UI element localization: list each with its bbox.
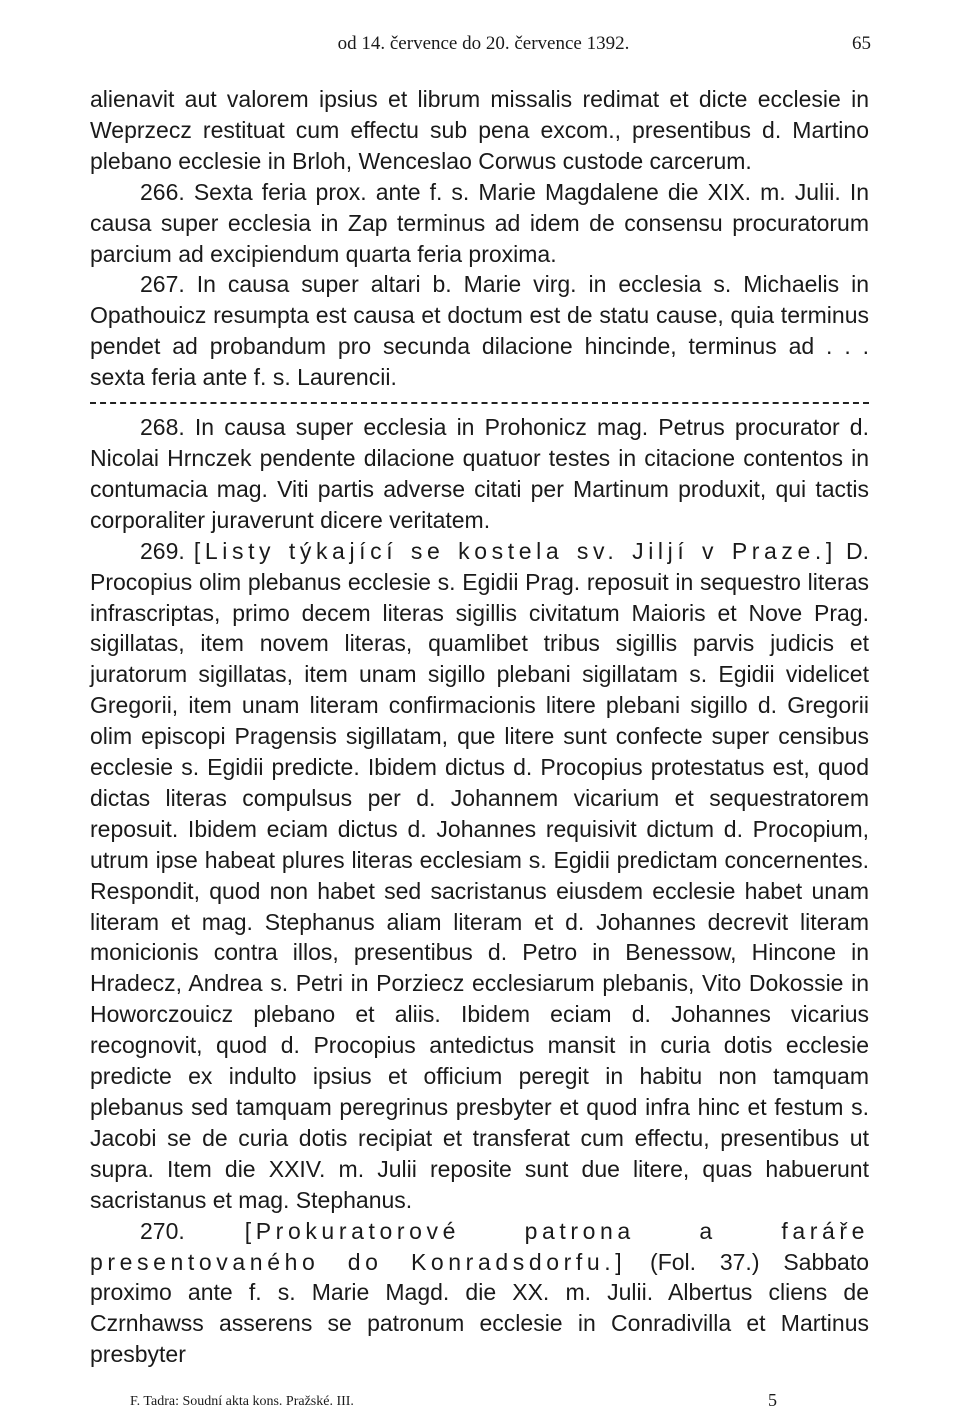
entry-heading: [Prokuratorové patrona a faráře presentovaného do Konradsdorfu.] — [90, 1217, 870, 1275]
entry-text: In causa super ecclesia in Prohonicz mag. Petrus procurator d. Nicolai Hrnczek pendente dilacione quatuor testes in citacione contentos in contumacia mag. Viti partis adverse citati per Martinum produxit, qui tactis corporaliter juraverunt dicere veritatem. — [90, 414, 869, 533]
document-body — [90, 84, 869, 1370]
footer-citation: F. Tadra: Soudní akta kons. Pražské. III. — [130, 1394, 354, 1409]
folio-note: (Fol. 37.) — [650, 1248, 760, 1275]
paragraph-continued — [90, 84, 869, 177]
paragraph-text: alienavit aut valorem ipsius et librum missalis redimat et dicte ecclesie in Weprzecz restituat cum effectu sub pena excom., presentibus d. Martino plebano ecclesie in Brloh, Wenceslao Corwus custode carcerum. — [90, 86, 869, 174]
entry-number: 269. — [140, 537, 185, 564]
page-footer — [130, 1390, 790, 1416]
entry-heading: [Listy týkající se kostela sv. Jiljí v Praze.] — [193, 537, 837, 564]
running-header — [90, 33, 877, 59]
signature-mark: 5 — [768, 1390, 777, 1410]
dashed-separator — [90, 402, 869, 404]
entry-number: 267. — [140, 271, 185, 298]
entry-number: 268. — [140, 414, 185, 441]
entry-269 — [90, 536, 869, 1216]
page-number: 65 — [852, 33, 871, 54]
entry-number: 266. — [140, 178, 185, 205]
entry-text: D. Procopius olim plebanus ecclesie s. Egidii Prag. reposuit in sequestro literas infrascriptas, primo decem literas sigillis civitatum Maioris et Nove Prag. sigillatas, item novem literas, quamlibet tribus sigillis parvis judicis et juratorum sigillatas, item unam sigillo plebani sigillatam s. Egidii videlicet Gregorii, item unam literam confirmacionis litere plebani sigillo d. Gregorii olim episcopi Pragensis sigillatam, que litere sunt confecte super censibus ecclesie s. Egidii predicte. Ibidem dictus d. Procopius protestatus est, quod dictas literas compulsus per d. Johannem vicarium et sequestratorem reposuit. Ibidem eciam dictus d. Johannes requisivit dictum d. Procopium, utrum ipse habeat plures literas ecclesiam s. Egidii predictam concernentes. Respondit, quod non habet sed sacristanus eiusdem ecclesie habet unam literam et mag. Stephanus aliam literam et d. Johannes decrevit literam monicionis contra illos, presentibus d. Petro in Benessow, Hincone in Hradecz, Andrea s. Petri in Porziecz ecclesiarum plebanis, Vito Dokossie in Howorczouicz plebano et aliis. Ibidem eciam d. Johannes vicarius recognovit, quod d. Procopius antedictus mansit in curia dotis ecclesie predicte ex indulto ipsius et officium peregit in habitu non tamquam plebanus sed tamquam peregrinus presbyter et quod infra hinc et festum s. Jacobi se de curia dotis recipiat et transferat cum effectu, presentibus ut supra. Item die XXIV. m. Julii reposite sunt due litere, quas habuerunt sacristanus et mag. Stephanus. — [90, 537, 869, 1213]
entry-266 — [90, 177, 869, 270]
entry-text: Sabbato proximo ante f. s. Marie Magd. die XX. m. Julii. Albertus cliens de Czrnhawss asserens se patronum ecclesie in Conradivilla et Martinus presbyter — [90, 1248, 870, 1368]
entry-268 — [90, 412, 869, 536]
entry-number: 270. — [140, 1217, 185, 1244]
entry-270 — [90, 1216, 869, 1371]
entry-267 — [90, 269, 869, 393]
entry-text: Sexta feria prox. ante f. s. Marie Magdalene die XIX. m. Julii. In causa super ecclesia in Zap terminus ad idem de consensu procuratorum parcium ad excipiendum quarta feria proxima. — [90, 178, 870, 267]
entry-text: In causa super altari b. Marie virg. in ecclesia s. Michaelis in Opathouicz resumpta est causa et doctum est de statu cause, quia terminus pendet ad probandum pro secunda dilacione hincinde, terminus ad . . . sexta feria ante f. s. Laurencii. — [90, 271, 870, 391]
header-title: od 14. července do 20. července 1392. — [337, 33, 630, 54]
